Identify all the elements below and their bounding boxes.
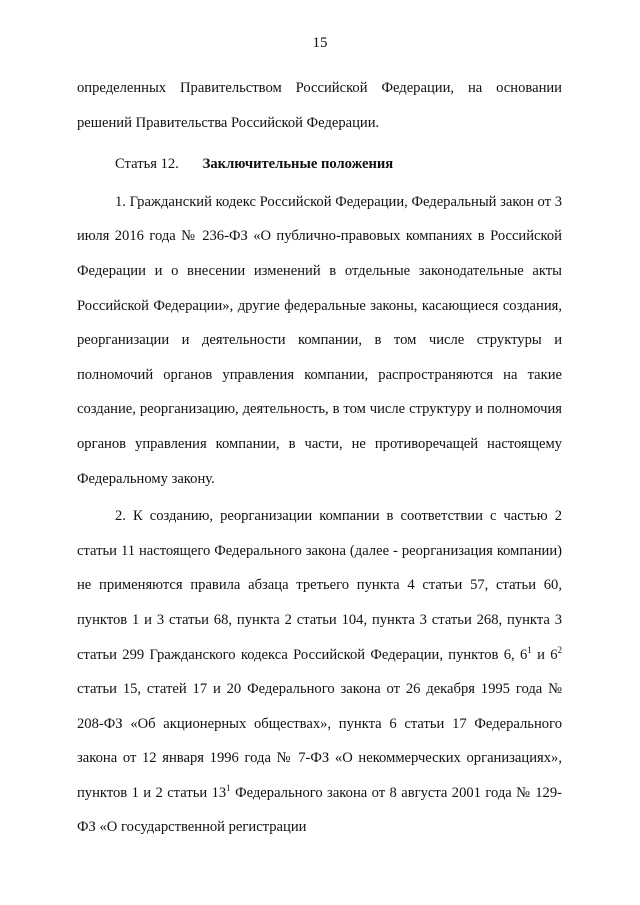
- paragraph-2-text-c: статьи 15, статей 17 и 20 Федерального закона от 26 декабря 1995 года № 208-ФЗ «Об акционерных обществах», пункта 6 статьи 17 Федерального закона от 12 января 1996 года № 7-ФЗ «О некоммерческих организациях», пунктов 1 и 2 статьи 13: [77, 681, 562, 801]
- document-body: [77, 71, 562, 845]
- superscript-2: 2: [557, 644, 563, 655]
- paragraph-2-text-b: и 6: [531, 646, 558, 663]
- lead-paragraph: определенных Правительством Российской Федерации, на основании решений Правительства Российской Федерации.: [77, 80, 562, 131]
- paragraph-2-text-d: Федерального закона от 8 августа 2001 года № 129-ФЗ «О государственной регистрации: [77, 784, 562, 836]
- paragraph-2: [77, 499, 562, 845]
- superscript-3: 1: [226, 782, 231, 793]
- paragraph-1: 1. Гражданский кодекс Российской Федерации, Федеральный закон от 3 июля 2016 года № 236-ФЗ «О публично-правовых компаниях в Российской Федерации и о внесении изменений в отдельные законодательные акты Российской Федерации», другие федеральные законы, касающиеся создания, реорганизации и деятельности компании, в том числе структуры и полномочий органов управления компании, распространяются на такие создание, реорганизацию, деятельность, в том числе структуру и полномочия органов управления компании, в части, не противоречащей настоящему Федеральному закону.: [77, 193, 562, 487]
- article-title: Заключительные положения: [202, 156, 394, 173]
- article-number: Статья 12.: [115, 156, 179, 173]
- article-heading: [77, 147, 562, 182]
- paragraph-2-text-a: 2. К созданию, реорганизации компании в соответствии с частью 2 статьи 11 настоящего Федерального закона (далее - реорганизация компании) не применяются правила абзаца третьего пункта 4 статьи 57, статьи 60, пунктов 1 и 3 статьи 68, пункта 2 статьи 104, пункта 3 статьи 268, пункта 3 статьи 299 Гражданского кодекса Российской Федерации, пунктов 6, 6: [77, 508, 562, 663]
- superscript-1: 1: [527, 644, 532, 655]
- page-number: 15: [312, 35, 328, 51]
